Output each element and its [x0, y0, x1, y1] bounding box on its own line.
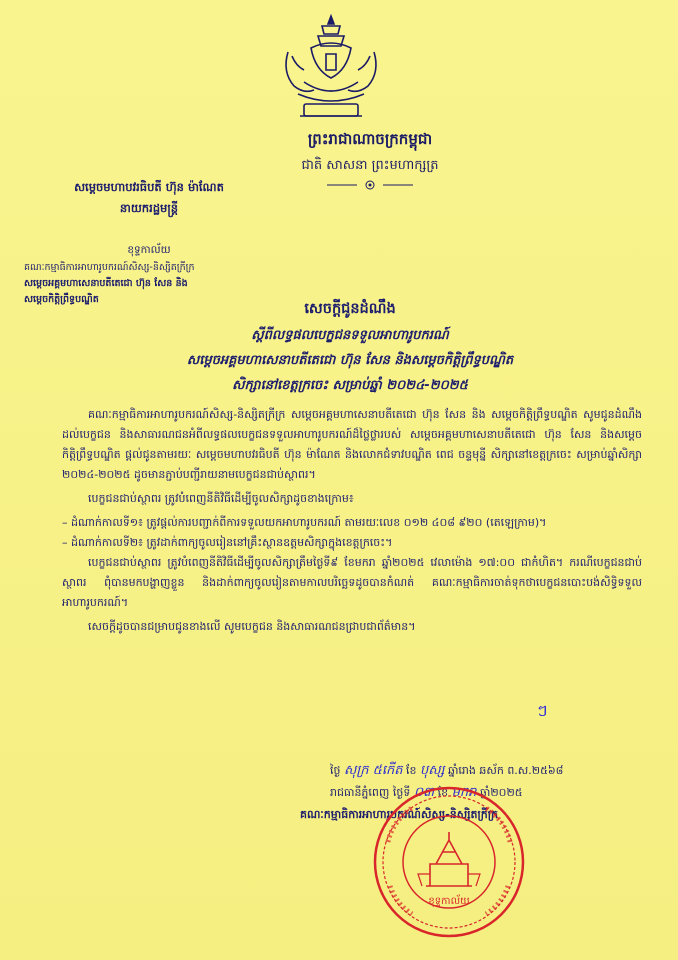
lunar-prefix: ថ្ងៃ [330, 764, 341, 777]
lunar-date [300, 760, 640, 782]
notice-title: សេចក្តីជូនដំណឹង [304, 301, 396, 317]
sender-block [24, 180, 274, 307]
official-seal-stamp [370, 782, 528, 942]
body-paragraph: បេក្ខជនជាប់ស្ថាពរ ត្រូវបំពេញនីតិវិធីដើម្បីចូលសិក្សាដូចខាងក្រោម៖ [88, 492, 354, 505]
signatory-organization: គណៈកម្មាធិការអាហារូបករណ៍សិស្ស-និស្សិតក្រីក្រ [300, 808, 499, 821]
solar-month-handwritten: មករា [451, 785, 477, 800]
notice-body [62, 405, 642, 641]
solar-day-handwritten: ០៣ [413, 785, 435, 800]
notice-subtitle: សម្តេចអគ្គមហាសេនាបតីតេជោ ហ៊ុន សែន និងសម្តេចកិត្តិព្រឹទ្ធបណ្ឌិត [186, 353, 514, 368]
divider-ornament-icon [325, 179, 415, 191]
royal-coat-of-arms-emblem [278, 12, 384, 130]
lunar-month-prefix: ខែ [405, 764, 417, 777]
lunar-year: ឆ្នាំរោង ឆស័ក ព.ស.២៥៦៨ [447, 764, 564, 777]
kingdom-motto: ជាតិ សាសនា ព្រះមហាក្សត្រ [301, 158, 439, 173]
sender-role: នាយករដ្ឋមន្ត្រី [119, 201, 179, 215]
lunar-month-handwritten: បុស្ស [419, 763, 445, 778]
step-item: – ដំណាក់កាលទី២៖ ត្រូវដាក់ពាក្យចូលរៀននៅគ្រឹះស្ថានឧត្តមសិក្សាក្នុងខេត្តក្រចេះ។ [62, 536, 393, 549]
notice-heading [90, 300, 610, 396]
body-paragraph: បេក្ខជនជាប់ស្ថាពរ ត្រូវបំពេញនីតិវិធីដើម្បីចូលសិក្សាត្រឹមថ្ងៃទី៩ ខែមករា ឆ្នាំ២០២៥ វេលាម៉ោង ១៧:០០ ជាកំហិត។ ករណីបេក្ខជនជាប់ស្ថាពរ ពុំបានមកបង្ហាញខ្លួន និងដាក់ពាក្យចូលរៀនតាមកាលបរិច្ឆេទដូចបានកំណត់ គណៈកម្មាធិការចាត់ទុកថាបេក្ខជនបោះបង់សិទ្ធិទទួលអាហារូបករណ៍។ [62, 556, 642, 609]
body-paragraph: គណៈកម្មាធិការអាហារូបករណ៍សិស្ស-និស្សិតក្រីក្រ សម្តេចអគ្គមហាសេនាបតីតេជោ ហ៊ុន សែន និង សម្តេចកិត្តិព្រឹទ្ធបណ្ឌិត សូមជូនដំណឹងដល់បេក្ខជន និងសាធារណជនអំពីលទ្ធផលបេក្ខជនទទួលអាហារូបករណ៍ដ៏ថ្លៃថ្លារបស់ សម្តេចអគ្គមហាសេនាបតីតេជោ ហ៊ុន សែន និងសម្តេចកិត្តិព្រឹទ្ធបណ្ឌិត ផ្តល់ជូនតាមរយៈ សម្តេចមហាបវរធិបតី ហ៊ុន ម៉ាណែត និងលោកជំទាវបណ្ឌិត ពេជ ចន្ទមុន្នី សិក្សានៅខេត្តក្រចេះ សម្រាប់ឆ្នាំសិក្សា ២០២៤-២០២៥ ដូចមានភ្ជាប់បញ្ជីរាយនាមបេក្ខជនជាប់ស្ថាពរ។ [62, 408, 642, 481]
solar-year: ឆ្នាំ២០២៥ [479, 786, 523, 799]
sender-committee-line: សម្តេចកិត្តិព្រឹទ្ធបណ្ឌិត [24, 294, 99, 305]
step-item: – ដំណាក់កាលទី១៖ ត្រូវផ្តល់ការបញ្ជាក់ពីការទទួលយកអាហារូបករណ៍ តាមរយៈលេខ ០១២ ៤០៨ ៩២០ (តេឡេក្រាម)។ [62, 516, 547, 529]
seal-text: ខុទ្ទកាល័យ [428, 896, 470, 907]
notice-subtitle: សិក្សានៅខេត្តក្រចេះ សម្រាប់ឆ្នាំ ២០២៤-២០២៥ [232, 378, 468, 393]
solar-month-prefix: ខែ [437, 786, 449, 799]
sender-committee-line: សម្តេចអគ្គមហាសេនាបតីតេជោ ហ៊ុន សែន និង [24, 278, 188, 289]
sender-name: សម្តេចមហាបវរធិបតី ហ៊ុន ម៉ាណែត [74, 180, 224, 194]
kingdom-title: ព្រះរាជាណាចក្រកម្ពុជា [307, 130, 433, 148]
solar-prefix: រាជធានីភ្នំពេញ ថ្ងៃទី [330, 786, 411, 799]
handwritten-tick-mark: ៗ [537, 701, 548, 720]
notice-subtitle: ស្តីពីលទ្ធផលបេក្ខជនទទួលអាហារូបករណ៍ [251, 328, 449, 343]
body-paragraph: សេចក្តីដូចបានជម្រាបជូនខាងលើ សូមបេក្ខជន និងសាធារណជនជ្រាបជាព័ត៌មាន។ [88, 620, 416, 633]
sender-committee-line: គណៈកម្មាធិការអាហារូបករណ៍សិស្ស-និស្សិតក្រីក្រ [24, 262, 195, 273]
lunar-day-handwritten: សុក្រ ៥កើត [343, 763, 403, 778]
sender-office: ខុទ្ទកាល័យ [127, 244, 171, 256]
